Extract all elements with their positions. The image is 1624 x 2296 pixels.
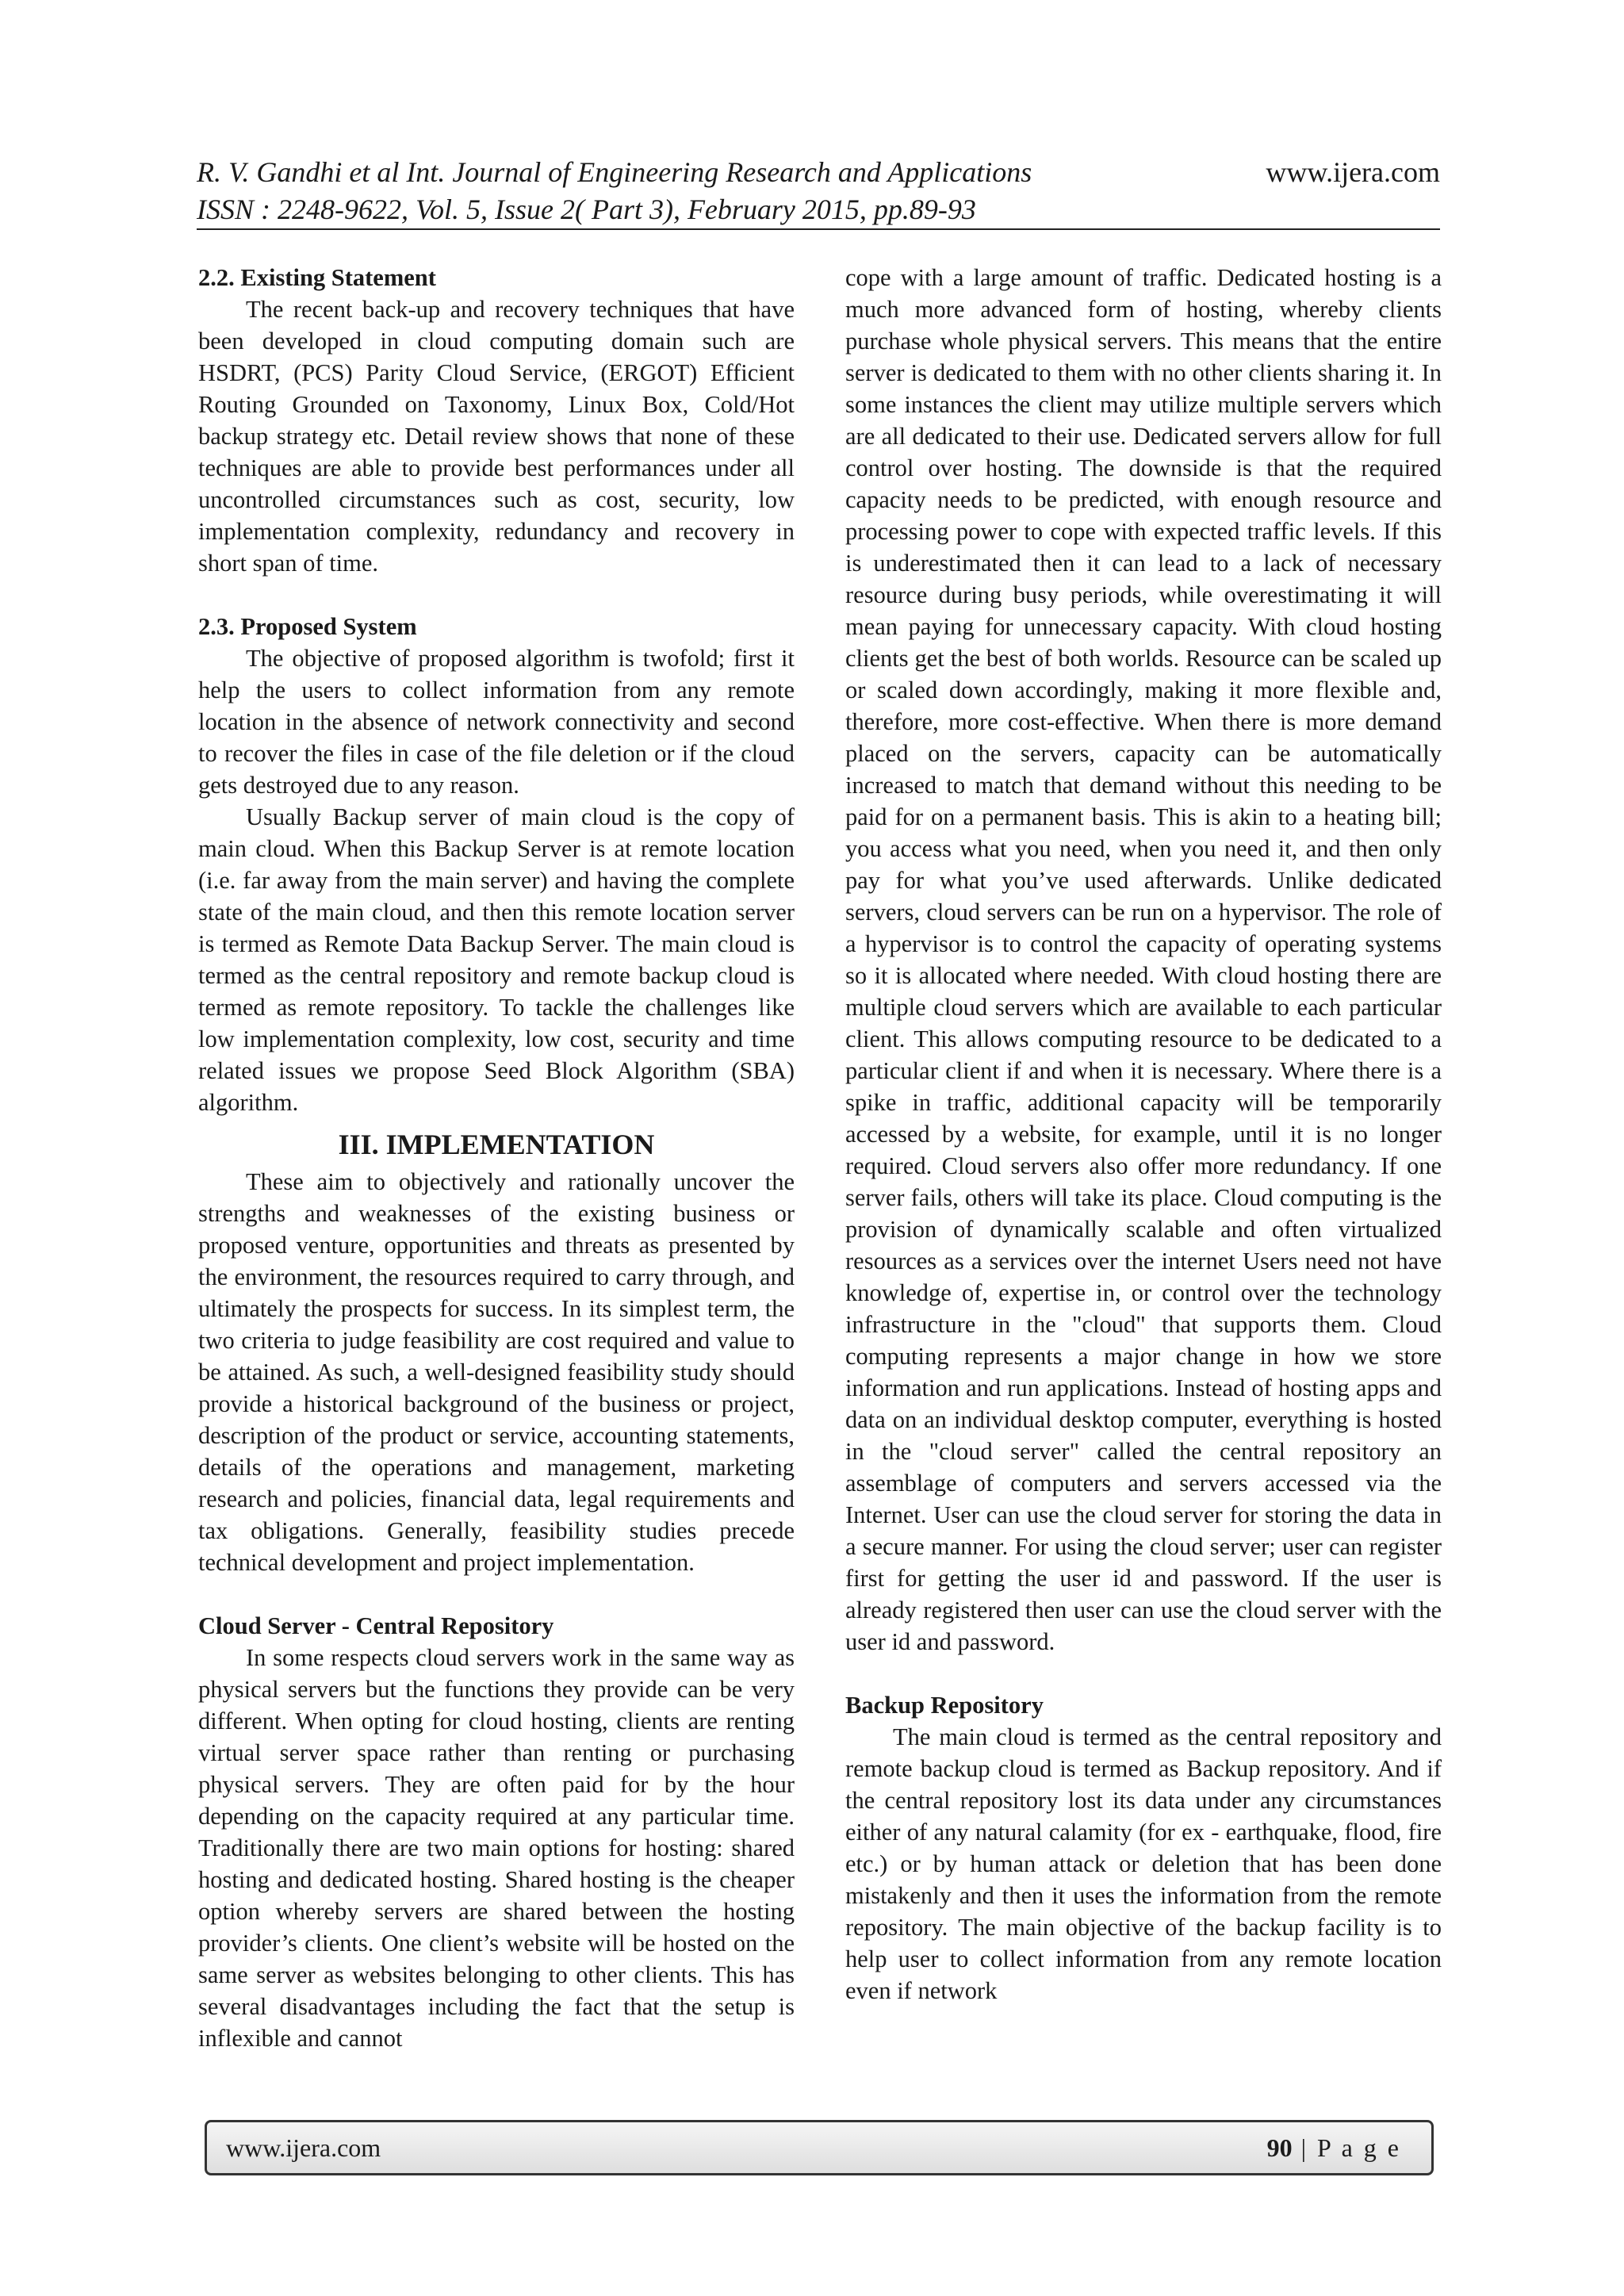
section-3-paragraph: These aim to objectively and rationally uncover the strengths and weaknesses of the existing business or proposed venture, opportunities and threats as presented by the environment, the resources required to carry through, and ultimately the prospects for success. In its simplest term, the two criteria to judge feasibility are cost required and value to be attained. As such, a well-designed feasibility study should provide a historical background of the business or project, description of the product or service, accounting statements, details of the operations and management, marketing research and policies, financial data, legal requirements and tax obligations. Generally, feasibility studies precede technical development and project implementation. (198, 1168, 795, 1576)
section-2-2-paragraph: The recent back-up and recovery techniques that have been developed in cloud computing domain such are HSDRT, (PCS) Parity Cloud Service, (ERGOT) Efficient Routing Grounded on Taxonomy, Linux Box, Cold/Hot backup strategy etc. Detail review shows that none of these techniques are able to provide best performances under all uncontrolled circumstances such as cost, security, low implementation complexity, redundancy and recovery in short span of time. (198, 296, 795, 577)
header-issn: ISSN : 2248-9622, Vol. 5, Issue 2( Part 3), February 2015, pp.89-93 (197, 194, 976, 225)
right-column (845, 262, 1442, 2007)
backup-repository-heading: Backup Repository (845, 1692, 1044, 1719)
header-url[interactable]: www.ijera.com (1266, 156, 1440, 188)
left-column (198, 262, 795, 2054)
section-3-heading: III. IMPLEMENTATION (338, 1129, 655, 1160)
section-2-3-paragraph-2: Usually Backup server of main cloud is the copy of main cloud. When this Backup Server is at remote location (i.e. far away from the main server) and having the complete state of the main cloud, and then this remote location server is termed as Remote Data Backup Server. The main cloud is termed as the central repository and remote backup cloud is termed as remote repository. To tackle the challenges like low implementation complexity, low cost, security and time related issues we propose Seed Block Algorithm (SBA) algorithm. (198, 803, 795, 1116)
journal-citation: R. V. Gandhi et al Int. Journal of Engineering Research and Applications (197, 156, 1032, 188)
page-indicator (1267, 2133, 1401, 2163)
backup-repository-paragraph: The main cloud is termed as the central repository and remote backup cloud is termed as Backup repository. And if the central repository lost its data under any circumstances either of any natural calamity (for ex - earthquake, flood, fire etc.) or by human attack or deletion that has been done mistakenly and then it uses the information from the remote repository. The main objective of the backup facility is to help user to collect information from any remote location even if network (845, 1723, 1442, 2004)
page-label: | P a g e (1300, 2133, 1401, 2162)
cloud-server-continued-paragraph: cope with a large amount of traffic. Dedicated hosting is a much more advanced form of hosting, whereby clients purchase whole physical servers. This means that the entire server is dedicated to them with no other clients sharing it. In some instances the client may utilize multiple servers which are all dedicated to their use. Dedicated servers allow for full control over hosting. The downside is that the required capacity needs to be predicted, with enough resource and processing power to cope with expected traffic levels. If this is underestimated then it can lead to a lack of necessary resource during busy periods, while overestimating it will mean paying for unnecessary capacity. With cloud hosting clients get the best of both worlds. Resource can be scaled up or scaled down accordingly, making it more flexible and, therefore, more cost-effective. When there is more demand placed on the servers, capacity can be automatically increased to match that demand without this needing to be paid for on a permanent basis. This is akin to a heating bill; you access what you need, when you need it, and then only pay for what you’ve used afterwards. Unlike dedicated servers, cloud servers can be run on a hypervisor. The role of a hypervisor is to control the capacity of operating systems so it is allocated where needed. With cloud hosting there are multiple cloud servers which are available to each particular client. This allows computing resource to be dedicated to a particular client if and when it is necessary. Where there is a spike in traffic, additional capacity will be temporarily accessed by a website, for example, until it is no longer required. Cloud servers also offer more redundancy. If one server fails, others will take its place. Cloud computing is the provision of dynamically scalable and often virtualized resources as a services over the internet Users need not have knowledge of, expertise in, or control over the technology infrastructure in the "cloud" that supports them. Cloud computing represents a major change in how we store information and run applications. Instead of hosting apps and data on an individual desktop computer, everything is hosted in the "cloud server" called the central repository an assemblage of computers and servers accessed via the Internet. User can use the cloud server for storing the data in a secure manner. For using the cloud server; user can register first for getting the user id and password. If the user is already registered then user can use the cloud server with the user id and password. (845, 264, 1442, 1655)
header-line-1 (197, 154, 1440, 191)
section-2-2-heading: 2.2. Existing Statement (198, 264, 436, 291)
cloud-server-paragraph: In some respects cloud servers work in the same way as physical servers but the functions they provide can be very different. When opting for cloud hosting, clients are renting virtual server space rather than renting or purchasing physical servers. They are often paid for by the hour depending on the capacity required at any particular time. Traditionally there are two main options for hosting: shared hosting and dedicated hosting. Shared hosting is the cheaper option whereby servers are shared between the hosting provider’s clients. One client’s website will be hosted on the same server as websites belonging to other clients. This has several disadvantages including the fact that the setup is inflexible and cannot (198, 1644, 795, 2052)
page-footer (205, 2120, 1434, 2175)
footer-url[interactable]: www.ijera.com (226, 2133, 381, 2162)
header-rule (197, 228, 1440, 230)
page-header (197, 154, 1440, 228)
section-2-3-paragraph-1: The objective of proposed algorithm is twofold; first it help the users to collect information from any remote location in the absence of network connectivity and second to recover the files in case of the file deletion or if the cloud gets destroyed due to any reason. (198, 645, 795, 799)
section-2-3-heading: 2.3. Proposed System (198, 613, 417, 640)
cloud-server-heading: Cloud Server - Central Repository (198, 1612, 554, 1639)
page-number: 90 (1266, 2133, 1293, 2162)
